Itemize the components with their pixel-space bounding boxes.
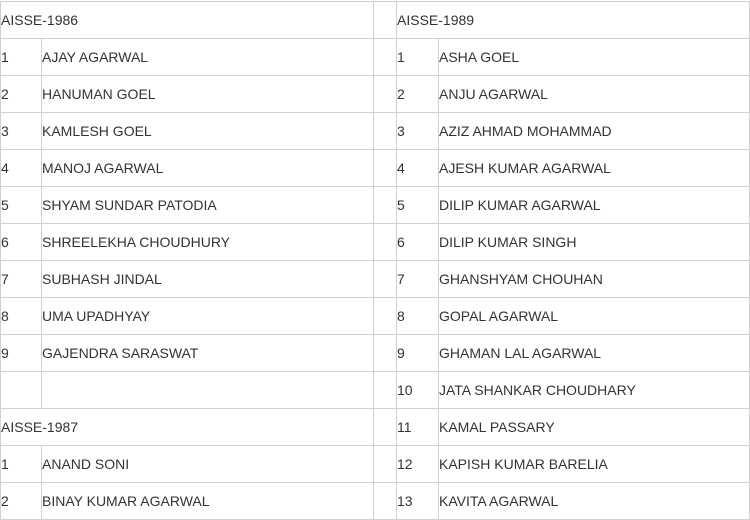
- column-gap: [374, 76, 397, 113]
- student-name: KAMLESH GOEL: [42, 113, 374, 150]
- student-name: SHYAM SUNDAR PATODIA: [42, 187, 374, 224]
- serial-number: 13: [397, 483, 439, 520]
- student-name: KAMAL PASSARY: [439, 409, 750, 446]
- column-gap: [374, 372, 397, 409]
- student-name: KAPISH KUMAR BARELIA: [439, 446, 750, 483]
- student-name: AZIZ AHMAD MOHAMMAD: [439, 113, 750, 150]
- student-name: GOPAL AGARWAL: [439, 298, 750, 335]
- serial-number: 1: [1, 39, 42, 76]
- serial-number: 4: [397, 150, 439, 187]
- empty-cell: [42, 372, 374, 409]
- student-name: ASHA GOEL: [439, 39, 750, 76]
- column-gap: [374, 483, 397, 520]
- student-name: ANAND SONI: [42, 446, 374, 483]
- table-row: [1, 2, 750, 39]
- student-name: MANOJ AGARWAL: [42, 150, 374, 187]
- serial-number: 2: [1, 483, 42, 520]
- table-row: [1, 446, 750, 483]
- table-row: [1, 298, 750, 335]
- student-name: KAVITA AGARWAL: [439, 483, 750, 520]
- serial-number: 6: [1, 224, 42, 261]
- table-row: [1, 335, 750, 372]
- serial-number: 3: [397, 113, 439, 150]
- student-name: AJAY AGARWAL: [42, 39, 374, 76]
- column-gap: [374, 298, 397, 335]
- student-name: UMA UPADHYAY: [42, 298, 374, 335]
- column-gap: [374, 187, 397, 224]
- serial-number: 4: [1, 150, 42, 187]
- student-name: GHAMAN LAL AGARWAL: [439, 335, 750, 372]
- serial-number: 1: [397, 39, 439, 76]
- table-row: [1, 483, 750, 520]
- serial-number: 7: [397, 261, 439, 298]
- column-gap: [374, 261, 397, 298]
- serial-number: 7: [1, 261, 42, 298]
- table-row: [1, 187, 750, 224]
- table-row: [1, 39, 750, 76]
- column-gap: [374, 224, 397, 261]
- table-row: [1, 372, 750, 409]
- student-name: HANUMAN GOEL: [42, 76, 374, 113]
- empty-cell: [1, 372, 42, 409]
- serial-number: 5: [1, 187, 42, 224]
- student-name: BINAY KUMAR AGARWAL: [42, 483, 374, 520]
- student-name: SHREELEKHA CHOUDHURY: [42, 224, 374, 261]
- column-gap: [374, 113, 397, 150]
- table-row: [1, 76, 750, 113]
- table-row: [1, 409, 750, 446]
- student-name: JATA SHANKAR CHOUDHARY: [439, 372, 750, 409]
- student-name: AJESH KUMAR AGARWAL: [439, 150, 750, 187]
- serial-number: 6: [397, 224, 439, 261]
- serial-number: 2: [397, 76, 439, 113]
- serial-number: 8: [397, 298, 439, 335]
- table-row: [1, 150, 750, 187]
- column-gap: [374, 409, 397, 446]
- serial-number: 2: [1, 76, 42, 113]
- student-name: DILIP KUMAR SINGH: [439, 224, 750, 261]
- serial-number: 10: [397, 372, 439, 409]
- serial-number: 9: [397, 335, 439, 372]
- student-name: DILIP KUMAR AGARWAL: [439, 187, 750, 224]
- serial-number: 3: [1, 113, 42, 150]
- table-row: [1, 224, 750, 261]
- serial-number: 11: [397, 409, 439, 446]
- column-gap: [374, 150, 397, 187]
- column-gap: [374, 39, 397, 76]
- alumni-table: [0, 1, 750, 520]
- table-row: [1, 261, 750, 298]
- serial-number: 1: [1, 446, 42, 483]
- student-name: SUBHASH JINDAL: [42, 261, 374, 298]
- serial-number: 8: [1, 298, 42, 335]
- student-name: GHANSHYAM CHOUHAN: [439, 261, 750, 298]
- column-gap: [374, 446, 397, 483]
- serial-number: 9: [1, 335, 42, 372]
- serial-number: 12: [397, 446, 439, 483]
- section-heading-aisse-1986: AISSE-1986: [1, 2, 374, 39]
- table-row: [1, 113, 750, 150]
- section-heading-aisse-1987: AISSE-1987: [1, 409, 374, 446]
- student-name: ANJU AGARWAL: [439, 76, 750, 113]
- section-heading-aisse-1989: AISSE-1989: [397, 2, 750, 39]
- serial-number: 5: [397, 187, 439, 224]
- student-name: GAJENDRA SARASWAT: [42, 335, 374, 372]
- column-gap: [374, 335, 397, 372]
- column-gap: [374, 2, 397, 39]
